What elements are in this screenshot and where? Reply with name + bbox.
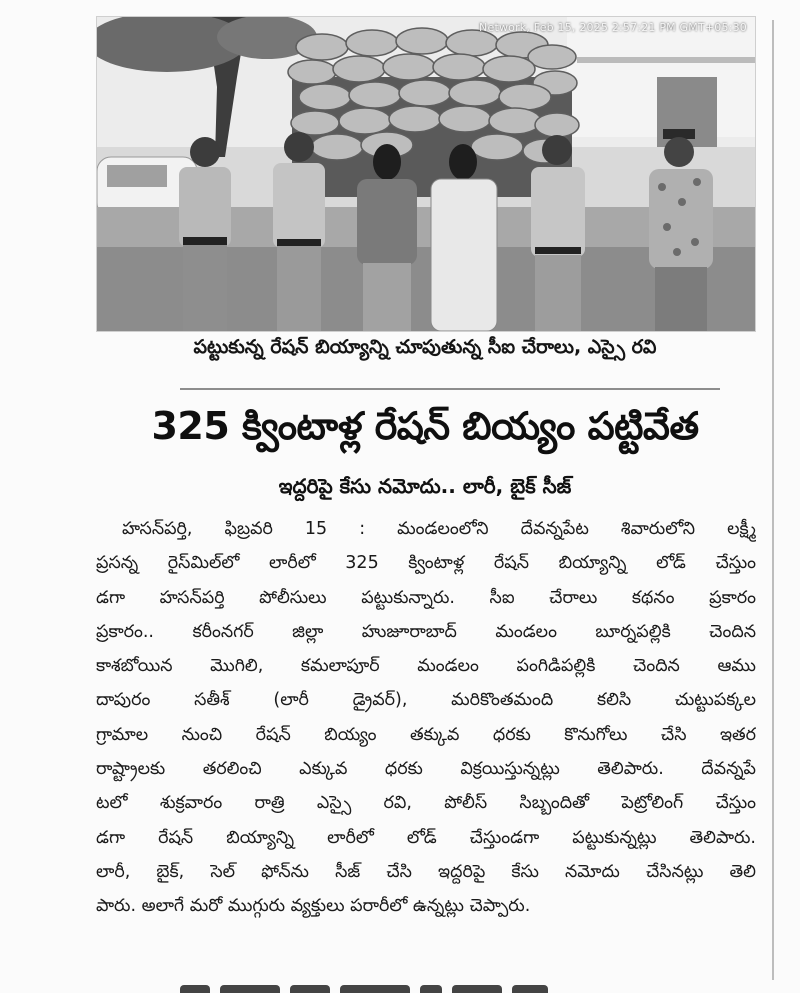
- article-line: గ్రామాల నుంచి రేషన్ బియ్యం తక్కువ ధరకు కొనుగోలు చేసి ఇతర: [96, 724, 756, 745]
- article-line: కాశబోయిన మొగిలి, కమలాపూర్ మండలం పంగిడిపల్లికి చెందిన ఆము: [96, 656, 756, 677]
- news-photo: [96, 16, 756, 332]
- article-line: ప్రసన్న రైస్‌మిల్‌లో లారీలో 325 క్వింటాళ్ల రేషన్ బియ్యాన్ని లోడ్ చేస్తుం: [96, 553, 756, 574]
- article-subheadline: ఇద్దరిపై కేసు నమోదు.. లారీ, బైక్ సీజ్: [278, 474, 572, 498]
- article-line: డగా రేషన్ బియ్యాన్ని లారీలో లోడ్ చేస్తుండగా పట్టుకున్నట్లు తెలిపారు.: [96, 827, 756, 848]
- article-line: పారు. అలాగే మరో ముగ్గురు వ్యక్తులు పరారీలో ఉన్నట్లు చెప్పారు.: [96, 896, 531, 917]
- article-line: హసన్‌పర్తి, ఫిబ్రవరి 15 : మండలంలోని దేవన్నపేట శివారులోని లక్ష్మీ: [122, 519, 756, 539]
- article-line: టలో శుక్రవారం రాత్రి ఎస్సై రవి, పోలీస్ సిబ్బందితో పెట్రోలింగ్ చేస్తుం: [96, 793, 756, 814]
- article-line: లారీ, బైక్, సెల్ ఫోన్‌ను సీజ్ చేసి ఇద్దరిపై కేసు నమోదు చేసినట్లు తెలి: [96, 861, 756, 882]
- next-article-cutoff: [180, 980, 650, 993]
- article-line: రాష్ట్రాలకు తరలించి ఎక్కువ ధరకు విక్రయిస్తున్నట్లు తెలిపారు. దేవన్నపే: [96, 759, 756, 780]
- article-line: దాపురం సతీశ్ (లారీ డ్రైవర్), మరికొంతమంది కలిసి చుట్టుపక్కల: [96, 690, 756, 711]
- photo-caption: పట్టుకున్న రేషన్ బియ్యాన్ని చూపుతున్న సీఐ చేరాలు, ఎస్సై రవి: [193, 336, 657, 358]
- photo-timestamp: Network, Feb 15, 2025 2:57:21 PM GMT+05:30: [479, 21, 747, 34]
- article-line: ప్రకారం.. కరీంనగర్ జిల్లా హుజూరాబాద్ మండలం బూర్నపల్లికి చెందిన: [96, 621, 756, 642]
- caption-divider: [180, 388, 720, 390]
- article-line: డగా హసన్‌పర్తి పోలీసులు పట్టుకున్నారు. సీఐ చేరాలు కథనం ప్రకారం: [96, 587, 756, 608]
- article-headline: 325 క్వింటాళ్ల రేషన్ బియ్యం పట్టివేత: [151, 404, 699, 448]
- article-body: [96, 512, 756, 924]
- column-rule: [772, 20, 774, 980]
- police-seizure-illustration: [97, 17, 755, 331]
